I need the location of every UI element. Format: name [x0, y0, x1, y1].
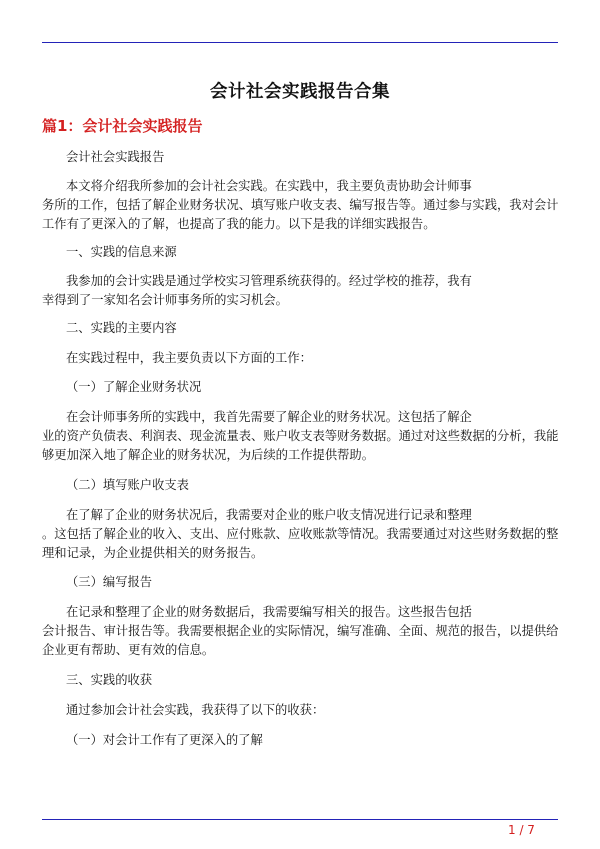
- paragraph-line: 理和记录，为企业提供相关的财务报告。: [42, 546, 264, 560]
- footer-rule: [42, 819, 558, 820]
- section-heading: 篇1：会计社会实践报告: [42, 117, 203, 135]
- header-rule: [42, 42, 558, 43]
- paragraph-line: 工作有了更深入的了解，也提高了我的能力。以下是我的详细实践报告。: [42, 217, 436, 231]
- paragraph-line: 在会计师事务所的实践中，我首先需要了解企业的财务状况。这包括了解企: [66, 410, 472, 424]
- paragraph-line: 在了解了企业的财务状况后，我需要对企业的账户收支情况进行记录和整理: [66, 508, 472, 522]
- paragraph-line: 幸得到了一家知名会计师事务所的实习机会。: [42, 293, 288, 307]
- paragraph-line: 本文将介绍我所参加的会计社会实践。在实践中，我主要负责协助会计师事: [66, 179, 472, 193]
- document-title: 会计社会实践报告合集: [210, 82, 390, 102]
- paragraph-line: 。这包括了解企业的收入、支出、应付账款、应收账款等情况。我需要通过对这些财务数据的整: [42, 527, 559, 541]
- paragraph-line: 够更加深入地了解企业的财务状况，为后续的工作提供帮助。: [42, 448, 375, 462]
- report-subtitle: 会计社会实践报告: [66, 150, 165, 164]
- subheading: （二）填写账户收支表: [66, 478, 189, 492]
- subheading: （三）编写报告: [66, 575, 153, 589]
- paragraph-line: 会计报告、审计报告等。我需要根据企业的实际情况，编写准确、全面、规范的报告，以提供给: [42, 624, 559, 638]
- paragraph-line: 在实践过程中，我主要负责以下方面的工作：: [66, 351, 312, 365]
- paragraph-line: 在记录和整理了企业的财务数据后，我需要编写相关的报告。这些报告包括: [66, 605, 472, 619]
- subheading: 二、实践的主要内容: [66, 321, 177, 335]
- subheading: 一、实践的信息来源: [66, 245, 177, 259]
- paragraph-line: 业的资产负债表、利润表、现金流量表、账户收支表等财务数据。通过对这些数据的分析，我能: [42, 429, 559, 443]
- paragraph-line: 我参加的会计实践是通过学校实习管理系统获得的。经过学校的推荐，我有: [66, 274, 472, 288]
- paragraph-line: 务所的工作，包括了解企业财务状况、填写账户收支表、编写报告等。通过参与实践，我对会计: [42, 198, 559, 212]
- subheading: （一）了解企业财务状况: [66, 380, 202, 394]
- paragraph-line: 通过参加会计社会实践，我获得了以下的收获：: [66, 703, 325, 717]
- paragraph-line: 企业更有帮助、更有效的信息。: [42, 643, 215, 657]
- subheading: （一）对会计工作有了更深入的了解: [66, 733, 263, 747]
- subheading: 三、实践的收获: [66, 673, 153, 687]
- page-indicator: 1 / 7: [508, 823, 535, 837]
